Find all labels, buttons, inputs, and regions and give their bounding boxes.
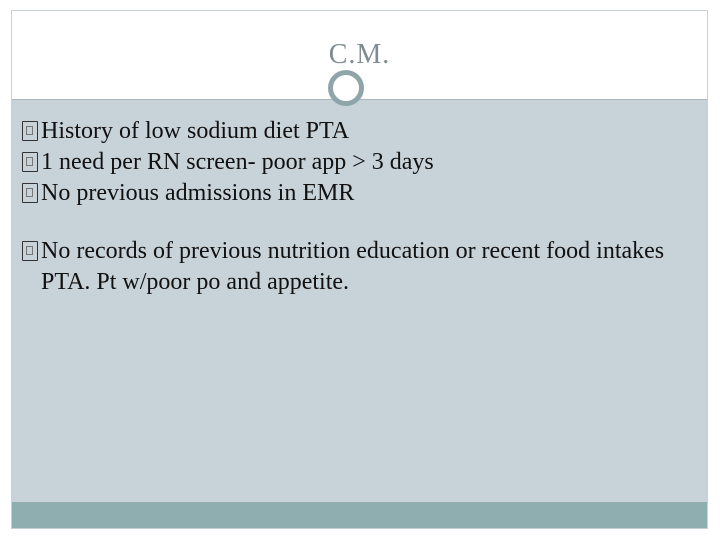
bullet-text: History of low sodium diet PTA (41, 118, 350, 144)
missing-glyph-box-icon (22, 183, 38, 203)
missing-glyph-box-icon (22, 152, 38, 172)
list-item (22, 147, 682, 178)
missing-glyph-box-icon (22, 121, 38, 141)
bullet-list (22, 116, 682, 298)
missing-glyph-box-icon (22, 241, 38, 261)
list-item (22, 178, 682, 209)
slide-title: C.M. (328, 39, 391, 70)
bullet-text: No previous admissions in EMR (41, 180, 355, 206)
bullet-text: 1 need per RN screen- poor app > 3 days (41, 149, 434, 175)
list-item (22, 116, 682, 147)
list-item (22, 236, 682, 298)
circle-ornament-icon (328, 70, 364, 106)
bullet-text: No records of previous nutrition education or recent food intakes PTA. Pt w/poor po and appetite. (41, 238, 665, 295)
bottom-band (12, 502, 707, 528)
